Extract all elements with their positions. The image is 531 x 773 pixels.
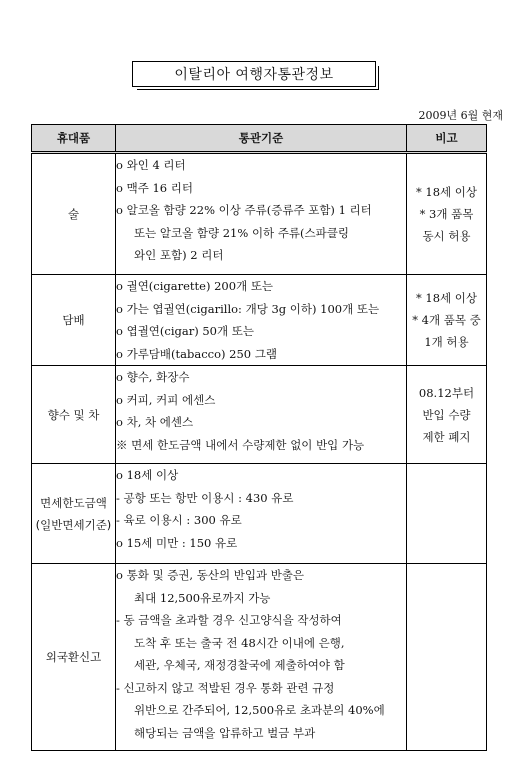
category-cell xyxy=(32,366,116,464)
standard-line: 세관, 우체국, 재정경찰국에 제출하여야 함 xyxy=(134,658,345,672)
standard-line: - 동 금액을 초과할 경우 신고양식을 작성하여 xyxy=(116,613,342,627)
note-line: 동시 허용 xyxy=(422,229,471,243)
table-body xyxy=(32,153,487,751)
note-line: * 4개 품목 중 xyxy=(412,313,481,327)
standard-line: o 커피, 커피 에센스 xyxy=(116,392,216,407)
standard-line: o 엽궐연(cigar) 50개 또는 xyxy=(116,324,254,338)
category-cell xyxy=(32,275,116,366)
category-cell xyxy=(32,464,116,564)
category-label: 향수 및 차 xyxy=(47,407,100,422)
note-cell xyxy=(407,275,487,366)
category-label: 외국환신고 xyxy=(45,650,102,664)
table-row xyxy=(32,464,487,564)
standard-line: o 맥주 16 리터 xyxy=(116,180,193,195)
note-cell xyxy=(407,564,487,751)
standard-line: o 15세 미만 : 150 유로 xyxy=(116,535,238,550)
category-label: 담배 xyxy=(62,313,85,327)
note-line: 반입 수량 xyxy=(422,407,471,422)
note-line: 08.12부터 xyxy=(418,385,475,400)
category-cell xyxy=(32,153,116,275)
standard-line: 와인 포함) 2 리터 xyxy=(134,248,224,262)
standard-line: o 가루담배(tabacco) 250 그램 xyxy=(116,346,277,361)
category-label: 술 xyxy=(67,207,80,221)
table-row xyxy=(32,366,487,464)
standard-line: o 18세 이상 xyxy=(116,468,179,482)
standard-line: o 통화 및 증권, 동산의 반입과 반출은 xyxy=(116,568,305,582)
standard-line: o 차, 차 에센스 xyxy=(116,415,194,429)
standard-line: o 궐연(cigarette) 200개 또는 xyxy=(116,279,274,293)
table-row xyxy=(32,275,487,366)
date-label: 2009년 6월 현재 xyxy=(418,109,503,122)
standard-line: - 신고하지 않고 적발된 경우 통화 관련 규정 xyxy=(116,680,335,695)
standard-line: o 향수, 화장수 xyxy=(116,370,190,384)
standard-line: 해당되는 금액을 압류하고 벌금 부과 xyxy=(134,725,316,740)
standard-line: 최대 12,500유로까지 가능 xyxy=(134,590,271,605)
note-cell xyxy=(407,366,487,464)
table-header-row xyxy=(32,125,487,153)
note-line: * 18세 이상 xyxy=(415,291,478,305)
page-title xyxy=(132,61,376,87)
table-row xyxy=(32,564,487,751)
note-cell xyxy=(407,464,487,564)
standard-line: o 가는 엽궐연(cigarillo: 개당 3g 이하) 100개 또는 xyxy=(116,301,380,316)
customs-info-table xyxy=(31,124,487,751)
header-note: 비고 xyxy=(407,125,487,153)
header-standard: 통관기준 xyxy=(116,125,407,153)
page-title-text: 이탈리아 여행자통관정보 xyxy=(174,67,334,83)
standard-line: 도착 후 또는 출국 전 48시간 이내에 은행, xyxy=(134,635,345,650)
note-line: 제한 폐지 xyxy=(422,429,471,444)
standard-line: o 알코올 함량 22% 이상 주류(증류주 포함) 1 리터 xyxy=(116,203,372,217)
header-item: 휴대품 xyxy=(32,125,116,153)
standard-line: 위반으로 간주되어, 12,500유로 초과분의 40%에 xyxy=(134,703,385,717)
standard-cell xyxy=(116,564,407,751)
standard-cell xyxy=(116,275,407,366)
note-line: * 3개 품목 xyxy=(419,207,474,221)
note-cell xyxy=(407,153,487,275)
standard-line: o 와인 4 리터 xyxy=(116,158,186,172)
category-label: 면세한도금액 xyxy=(40,495,107,510)
category-cell xyxy=(32,564,116,751)
table-row xyxy=(32,153,487,275)
category-label: (일반면세기준) xyxy=(35,517,112,532)
standard-line: 또는 알코올 함량 21% 이하 주류(스파클링 xyxy=(134,225,349,240)
standard-cell xyxy=(116,464,407,564)
standard-line: - 공항 또는 항만 이용시 : 430 유로 xyxy=(116,490,294,505)
standard-line: ※ 면세 한도금액 내에서 수량제한 없이 반입 가능 xyxy=(116,437,365,452)
note-line: 1개 허용 xyxy=(424,335,469,349)
note-line: * 18세 이상 xyxy=(415,185,478,199)
standard-cell xyxy=(116,366,407,464)
standard-line: - 육로 이용시 : 300 유로 xyxy=(116,513,242,527)
standard-cell xyxy=(116,153,407,275)
